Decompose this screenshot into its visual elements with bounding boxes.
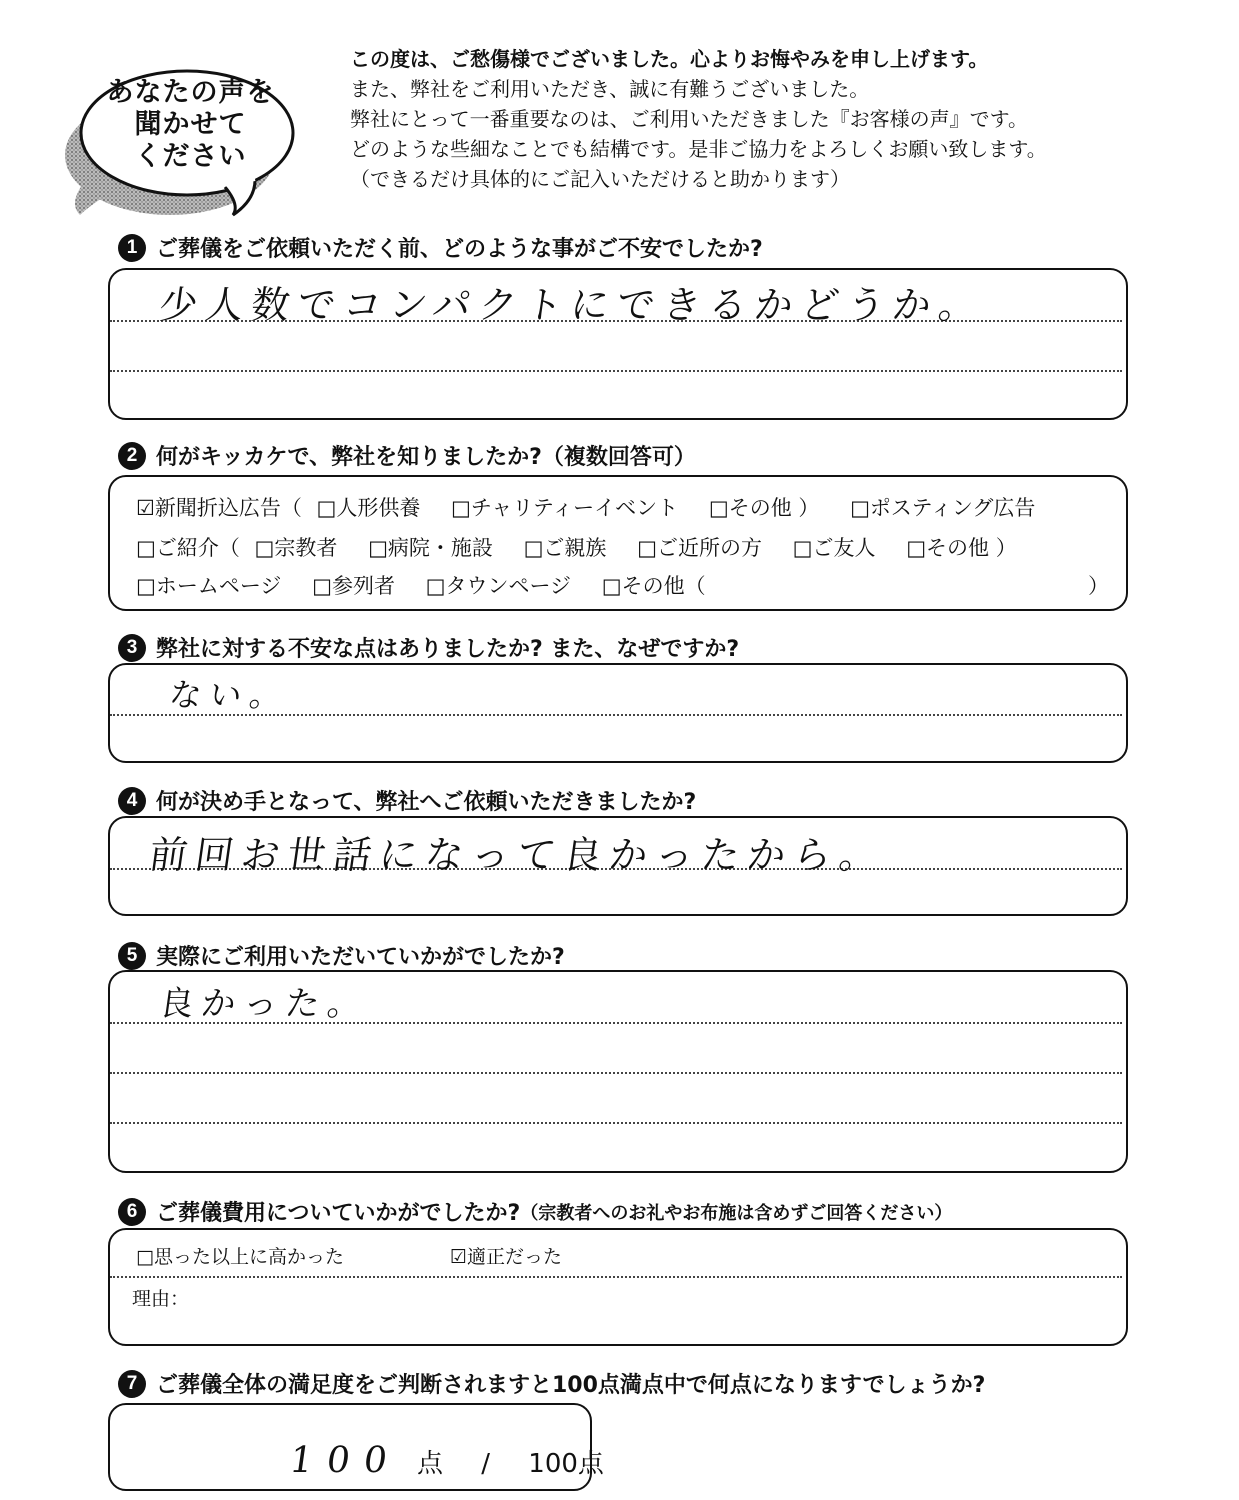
option-other-close: ） — [1088, 574, 1109, 598]
option-attendee[interactable]: □参列者 — [312, 574, 395, 598]
score-line — [287, 1440, 604, 1481]
answer-3-text: ない。 — [167, 676, 293, 714]
question-4 — [118, 785, 696, 816]
score-slash: / — [481, 1449, 491, 1479]
options-row-2 — [136, 532, 1041, 562]
bubble-line-3: ください — [134, 141, 247, 172]
option-other[interactable]: □その他（ — [601, 574, 706, 598]
question-6-number: 6 — [118, 1198, 146, 1226]
intro-line-3: 弊社にとって一番重要なのは、ご利用いただきました『お客様の声』です。 — [350, 107, 1028, 131]
option-doll-memorial[interactable]: □人形供養 — [316, 496, 421, 520]
question-3-number: 3 — [118, 634, 146, 662]
question-5-number: 5 — [118, 942, 146, 970]
q6-option-appropriate[interactable]: ☑適正だった — [450, 1246, 563, 1268]
answer-1-line-2 — [110, 370, 1122, 372]
question-2-label: 何がキッカケで、弊社を知りましたか?（複数回答可） — [156, 445, 696, 470]
intro-line-2: また、弊社をご利用いただき、誠に有難うございました。 — [350, 77, 870, 101]
option-relatives[interactable]: □ご親族 — [523, 536, 607, 560]
score-unit: 点 — [416, 1449, 443, 1479]
question-6 — [118, 1196, 952, 1227]
question-4-number: 4 — [118, 787, 146, 815]
option-other-referral[interactable]: □その他 ） — [906, 536, 1017, 560]
intro-line-4: どのような些細なことでも結構です。是非ご協力をよろしくお願い致します。 — [350, 137, 1047, 161]
question-5-label: 実際にご利用いただいていかがでしたか? — [156, 945, 565, 970]
answer-1-text: 少人数でコンパクトにできるかどうか。 — [156, 283, 988, 327]
option-neighbors[interactable]: □ご近所の方 — [637, 536, 762, 560]
options-row-3 — [136, 570, 730, 600]
option-other-ad[interactable]: □その他 ） — [708, 496, 820, 520]
question-2 — [118, 440, 696, 471]
question-5 — [118, 940, 565, 971]
question-7-number: 7 — [118, 1370, 146, 1398]
question-2-number: 2 — [118, 442, 146, 470]
answer-5-line-2 — [110, 1072, 1122, 1074]
answer-6-line-1 — [110, 1276, 1122, 1278]
option-religious[interactable]: □宗教者 — [254, 536, 338, 560]
intro-text — [350, 44, 1220, 194]
score-max: 100点 — [528, 1449, 604, 1479]
option-friends[interactable]: □ご友人 — [792, 536, 876, 560]
bubble-title — [63, 77, 318, 173]
question-1-number: 1 — [118, 234, 146, 262]
option-referral[interactable]: □ご紹介（ — [136, 536, 240, 560]
option-newspaper-insert[interactable]: ☑新聞折込広告（ — [136, 496, 302, 520]
question-1-label: ご葬儀をご依頼いただく前、どのような事がご不安でしたか? — [156, 237, 763, 262]
bubble-line-2: 聞かせて — [134, 109, 247, 140]
score-value: 100 — [287, 1440, 404, 1481]
question-3-label: 弊社に対する不安な点はありましたか? また、なぜですか? — [156, 637, 740, 662]
question-7 — [118, 1368, 985, 1399]
q6-option-expensive[interactable]: □思った以上に高かった — [136, 1246, 344, 1268]
option-hospital[interactable]: □病院・施設 — [368, 536, 493, 560]
answer-5-line-3 — [110, 1122, 1122, 1124]
question-1 — [118, 232, 763, 263]
answer-5-text: 良かった。 — [156, 984, 373, 1024]
question-6-note: （宗教者へのお礼やお布施は含めずご回答ください） — [520, 1202, 953, 1224]
intro-line-5: （できるだけ具体的にご記入いただけると助かります） — [350, 167, 850, 191]
answer-4-text: 前回お世話になって良かったから。 — [146, 833, 889, 877]
option-posting-ad[interactable]: □ポスティング広告 — [850, 496, 1036, 520]
intro-line-1: この度は、ご愁傷様でございました。心よりお悔やみを申し上げます。 — [350, 47, 989, 71]
option-townpage[interactable]: □タウンページ — [425, 574, 572, 598]
option-charity-event[interactable]: □チャリティーイベント — [451, 496, 679, 520]
question-3 — [118, 632, 739, 663]
question-6-label: ご葬儀費用についていかがでしたか? — [156, 1201, 521, 1226]
question-4-label: 何が決め手となって、弊社へご依頼いただきましたか? — [156, 790, 697, 815]
question-7-label: ご葬儀全体の満足度をご判断されますと100点満点中で何点になりますでしょうか? — [156, 1373, 986, 1398]
q6-reason-label: 理由： — [132, 1288, 190, 1310]
option-homepage[interactable]: □ホームページ — [136, 574, 282, 598]
options-row-1 — [136, 492, 1059, 522]
bubble-line-1: あなたの声を — [106, 77, 275, 108]
speech-bubble — [55, 55, 310, 225]
